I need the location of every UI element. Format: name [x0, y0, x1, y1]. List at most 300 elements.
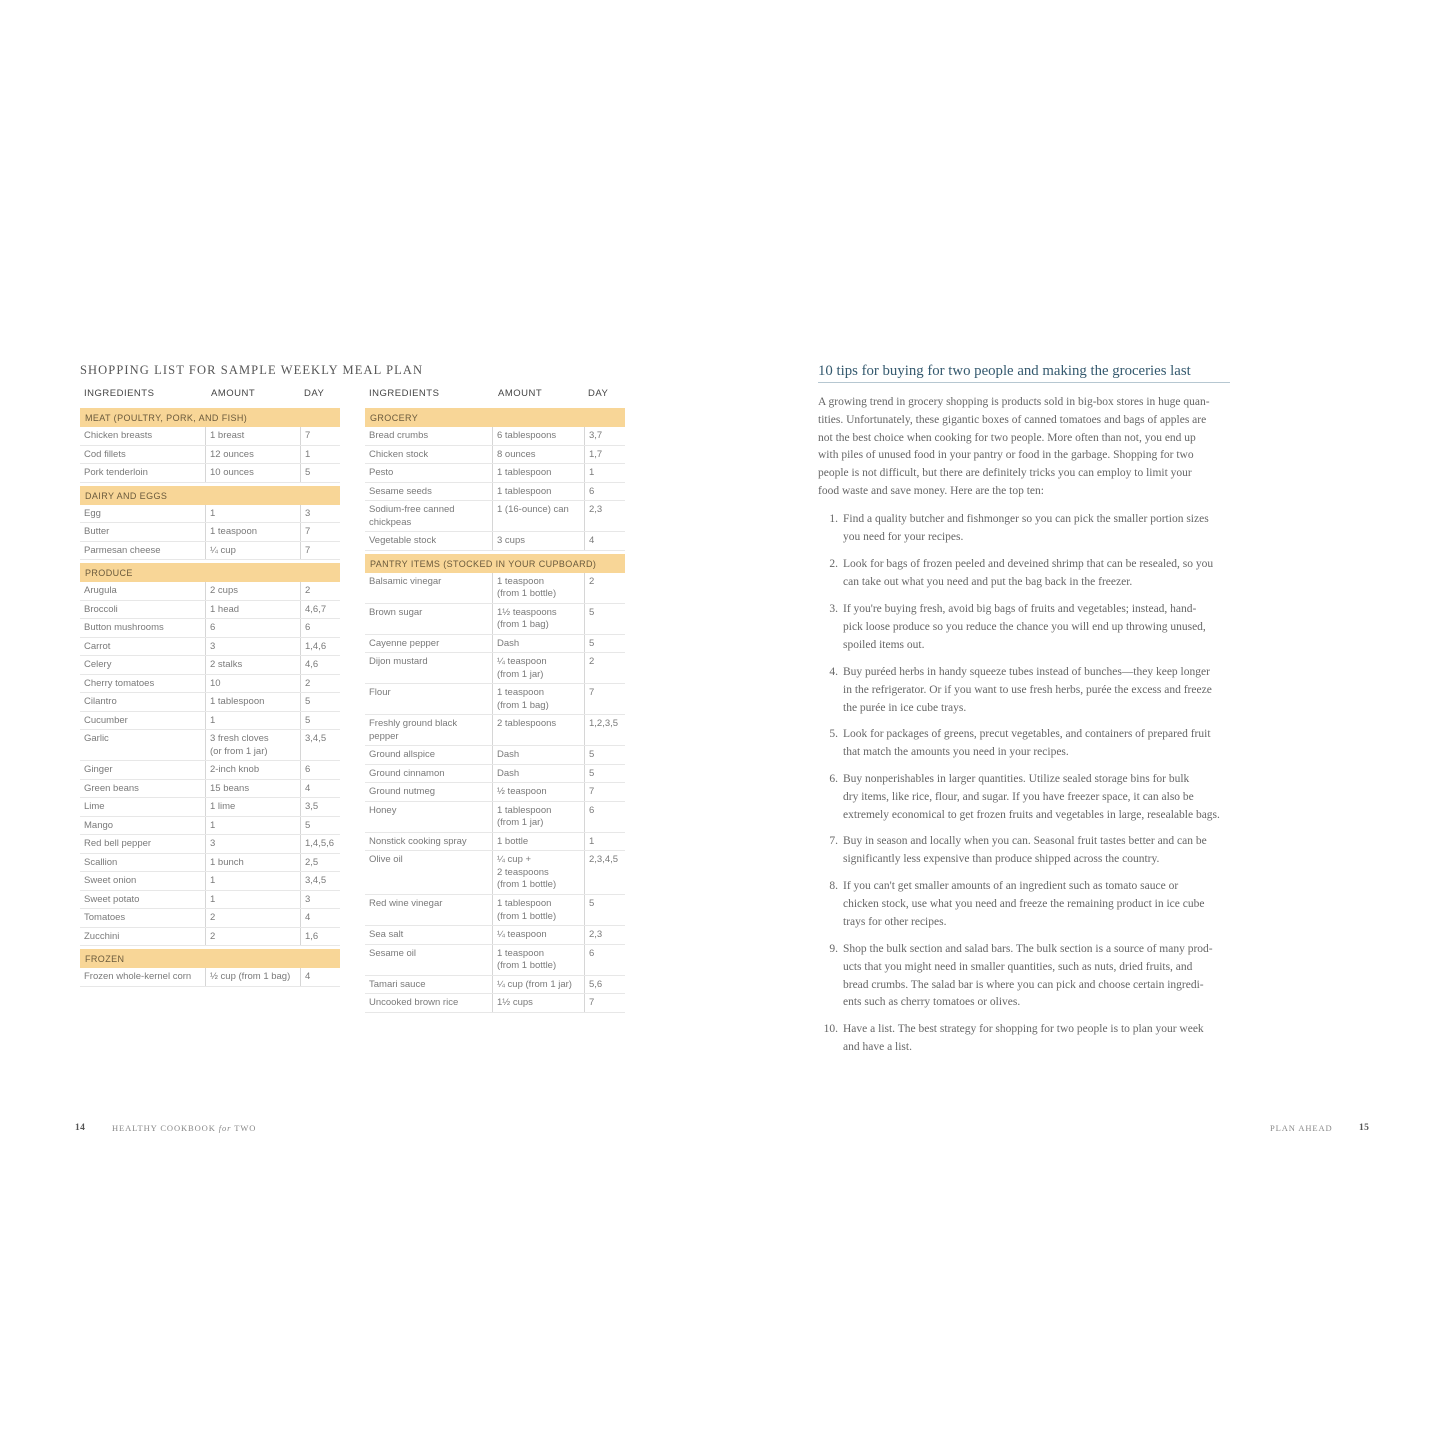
day-cell: 1,4,6	[300, 638, 340, 656]
cell-line: Ground cinnamon	[369, 767, 445, 779]
tip-text	[843, 511, 1209, 547]
table-row	[365, 765, 625, 784]
day-cell: 2,3	[584, 926, 625, 944]
table-row	[365, 501, 625, 532]
cell-line: Broccoli	[84, 603, 118, 615]
amount-cell	[205, 817, 300, 835]
day-cell: 2,3,4,5	[584, 851, 625, 894]
cell-line: Sweet potato	[84, 893, 140, 905]
tip-text	[843, 726, 1211, 762]
table-row	[80, 693, 340, 712]
cell-line: Butter	[84, 526, 110, 537]
cell-line: (from 1 bottle)	[497, 588, 557, 599]
tip-text	[843, 771, 1220, 824]
amount-cell	[205, 780, 300, 798]
cell-line: Carrot	[84, 640, 111, 652]
tip-line: pick loose produce so you reduce the chance you will end up throwing unused,	[843, 620, 1206, 633]
day-cell: 1,7	[584, 446, 625, 464]
day-cell: 7	[584, 994, 625, 1012]
table-row	[365, 976, 625, 995]
intro-line: people is not difficult, but there are definitely tricks you can employ to limit your	[818, 467, 1192, 480]
tip-line: spoiled items out.	[843, 638, 925, 651]
day-cell: 5	[300, 712, 340, 730]
tip-text	[843, 664, 1212, 717]
amount-cell	[205, 523, 300, 541]
amount-cell	[205, 909, 300, 927]
cell-line: Scallion	[84, 856, 118, 868]
day-cell: 7	[584, 684, 625, 714]
ingredient-cell	[365, 501, 492, 531]
header-day: DAY	[588, 388, 609, 399]
cell-line: Dash	[497, 767, 520, 779]
tip-line: ucts that you might need in smaller quantities, such as nuts, dried fruits, and	[843, 960, 1193, 973]
section-header: DAIRY AND EGGS	[80, 486, 340, 505]
shopping-table-left	[80, 388, 340, 987]
day-cell: 5	[584, 895, 625, 925]
cell-line: Zucchini	[84, 930, 120, 942]
cell-line: 2	[210, 912, 216, 923]
cell-line: Olive oil	[369, 854, 403, 865]
tip-line: ents such as cherry tomatoes or olives.	[843, 996, 1021, 1009]
day-cell: 2	[300, 582, 340, 600]
ingredient-cell	[365, 573, 492, 603]
table-row	[365, 783, 625, 802]
ingredient-cell	[365, 684, 492, 714]
cell-line: Button mushrooms	[84, 622, 164, 633]
cell-line: Chicken breasts	[84, 430, 153, 441]
table-row	[365, 446, 625, 465]
amount-cell	[492, 976, 584, 994]
amount-cell	[492, 895, 584, 925]
cell-line: Cilantro	[84, 696, 117, 707]
day-cell: 3	[300, 891, 340, 909]
amount-cell	[205, 446, 300, 464]
amount-cell	[492, 945, 584, 975]
intro-line: A growing trend in grocery shopping is products sold in big-box stores in huge quan-	[818, 396, 1210, 408]
tip-line: that match the amounts you need in your recipes.	[843, 745, 1069, 758]
amount-cell	[492, 746, 584, 764]
cell-line: 8 ounces	[497, 448, 536, 460]
intro-line: tities. Unfortunately, these gigantic boxes of canned tomatoes and bags of apples are	[818, 413, 1207, 426]
header-ingredients: INGREDIENTS	[369, 388, 440, 399]
cell-line: 1 bottle	[497, 835, 529, 847]
day-cell: 1	[584, 833, 625, 851]
table-row	[80, 817, 340, 836]
amount-cell	[205, 835, 300, 853]
day-cell: 4	[300, 780, 340, 798]
cell-line: 1	[210, 893, 216, 905]
table-row	[80, 798, 340, 817]
amount-cell	[205, 505, 300, 523]
section-header: PANTRY ITEMS (STOCKED IN YOUR CUPBOARD)	[365, 554, 625, 573]
amount-cell	[205, 891, 300, 909]
table-row	[365, 604, 625, 635]
amount-cell	[492, 464, 584, 482]
table-row	[80, 761, 340, 780]
tip-line: and have a list.	[843, 1040, 912, 1053]
day-cell: 4,6	[300, 656, 340, 674]
ingredient-cell	[365, 604, 492, 634]
header-ingredients: INGREDIENTS	[84, 388, 155, 399]
cell-line: ½ cup (from 1 bag)	[210, 971, 291, 982]
ingredient-cell	[365, 635, 492, 653]
table-row	[80, 712, 340, 731]
amount-cell	[492, 833, 584, 851]
ingredient-cell	[80, 761, 205, 779]
amount-cell	[205, 872, 300, 890]
cell-line: (or from 1 jar)	[210, 745, 268, 757]
ingredient-cell	[80, 446, 205, 464]
table-row	[80, 835, 340, 854]
amount-cell	[492, 715, 584, 745]
ingredient-cell	[80, 854, 205, 872]
cell-line: ¼ teaspoon	[497, 929, 547, 940]
cell-line: 1 head	[210, 603, 240, 615]
cell-line: Dash	[497, 749, 520, 760]
cell-line: Sesame seeds	[369, 485, 432, 497]
ingredient-cell	[365, 976, 492, 994]
cell-line: Red wine vinegar	[369, 898, 443, 909]
day-cell: 2,3	[584, 501, 625, 531]
cell-line: ¼ teaspoon	[497, 656, 547, 667]
intro-line: with piles of unused food in your pantry or food in the garbage. Shopping for two	[818, 449, 1194, 462]
tip-line: Look for bags of frozen peeled and deveined shrimp that can be resealed, so you	[843, 558, 1214, 570]
table-row	[80, 542, 340, 561]
cell-line: Tamari sauce	[369, 978, 426, 990]
cell-line: Ground nutmeg	[369, 786, 436, 797]
ingredient-cell	[80, 582, 205, 600]
tip-number: 8.	[829, 880, 838, 892]
day-cell: 6	[300, 619, 340, 637]
ingredient-cell	[365, 851, 492, 894]
cell-line: 1 lime	[210, 801, 236, 812]
ingredient-cell	[80, 730, 205, 760]
cell-line: ½ teaspoon	[497, 786, 547, 797]
cell-line: Mango	[84, 819, 114, 831]
running-title-right: PLAN AHEAD	[1270, 1123, 1333, 1133]
cell-line: 3	[210, 640, 216, 652]
cell-line: Sea salt	[369, 929, 404, 940]
day-cell: 1	[300, 446, 340, 464]
ingredient-cell	[80, 798, 205, 816]
tip-line: Have a list. The best strategy for shopping for two people is to plan your week	[843, 1023, 1204, 1035]
cell-line: 2 tablespoons	[497, 718, 557, 729]
ingredient-cell	[365, 895, 492, 925]
amount-cell	[205, 638, 300, 656]
intro-line: not the best choice when cooking for two people. More often than not, you end up	[818, 431, 1196, 444]
day-cell: 2	[584, 653, 625, 683]
amount-cell	[205, 854, 300, 872]
cell-line: 3 cups	[497, 535, 525, 546]
table-body	[80, 408, 340, 987]
day-cell: 6	[584, 945, 625, 975]
cell-line: (from 1 bottle)	[497, 879, 557, 890]
tip-text	[843, 601, 1206, 654]
tip-number: 5.	[829, 728, 838, 740]
day-cell: 5	[584, 765, 625, 783]
cell-line: pepper	[369, 730, 399, 742]
table-row	[80, 780, 340, 799]
table-row	[80, 656, 340, 675]
ingredient-cell	[365, 483, 492, 501]
cell-line: Green beans	[84, 782, 139, 794]
tip-line: If you can't get smaller amounts of an ingredient such as tomato sauce or	[843, 880, 1179, 892]
cell-line: 1 teaspoon	[497, 687, 545, 698]
day-cell: 5,6	[584, 976, 625, 994]
tip-line: in the refrigerator. Or if you want to use fresh herbs, purée the excess and freeze	[843, 683, 1212, 696]
cell-line: Ginger	[84, 764, 113, 775]
day-cell: 6	[584, 483, 625, 501]
amount-cell	[492, 802, 584, 832]
tip-line: Shop the bulk section and salad bars. The bulk section is a source of many prod-	[843, 943, 1213, 955]
running-title-left: HEALTHY COOKBOOK for TWO	[112, 1123, 257, 1133]
tip-number: 3.	[829, 603, 838, 615]
tip-line: you need for your recipes.	[843, 530, 964, 543]
ingredient-cell	[365, 945, 492, 975]
heading-rule	[818, 382, 1230, 383]
cell-line: Cayenne pepper	[369, 637, 440, 649]
day-cell: 5	[584, 635, 625, 653]
tip-text	[843, 941, 1213, 1012]
amount-cell	[492, 926, 584, 944]
cell-line: Freshly ground black	[369, 718, 458, 729]
ingredient-cell	[365, 446, 492, 464]
cell-line: ¼ cup (from 1 jar)	[497, 978, 572, 990]
cell-line: Tomatoes	[84, 912, 126, 923]
ingredient-cell	[80, 712, 205, 730]
day-cell: 3,4,5	[300, 872, 340, 890]
tip-line: Find a quality butcher and fishmonger so you can pick the smaller portion sizes	[843, 513, 1209, 525]
intro-paragraph	[818, 394, 1270, 501]
cell-line: 1 tablespoon	[497, 898, 552, 909]
day-cell: 4	[300, 968, 340, 986]
amount-cell	[492, 446, 584, 464]
table-row	[80, 427, 340, 446]
ingredient-cell	[365, 427, 492, 445]
table-row	[365, 926, 625, 945]
cell-line: 1 (16-ounce) can	[497, 504, 569, 515]
day-cell: 3,4,5	[300, 730, 340, 760]
cell-line: Pesto	[369, 467, 394, 478]
amount-cell	[205, 693, 300, 711]
cell-line: 1 teaspoon	[210, 526, 258, 537]
table-row	[365, 573, 625, 604]
table-body	[365, 408, 625, 1013]
table-row	[80, 523, 340, 542]
cell-line: Vegetable stock	[369, 535, 437, 546]
cell-line: 1 bunch	[210, 856, 244, 868]
amount-cell	[492, 653, 584, 683]
cell-line: Cucumber	[84, 714, 128, 726]
table-row	[80, 872, 340, 891]
cell-line: Sodium-free canned	[369, 504, 455, 515]
ingredient-cell	[80, 505, 205, 523]
ingredient-cell	[365, 926, 492, 944]
amount-cell	[205, 712, 300, 730]
tip-line: extremely economical to get frozen fruits and vegetables in large, resealable bags.	[843, 808, 1220, 821]
amount-cell	[492, 427, 584, 445]
cell-line: Uncooked brown rice	[369, 997, 459, 1008]
ingredient-cell	[365, 464, 492, 482]
ingredient-cell	[365, 746, 492, 764]
ingredient-cell	[80, 968, 205, 986]
cell-line: Pork tenderloin	[84, 467, 148, 478]
cell-line: (from 1 bottle)	[497, 910, 557, 922]
day-cell: 4	[584, 532, 625, 550]
cell-line: 1 tablespoon	[497, 467, 552, 478]
cell-line: 2 teaspoons	[497, 866, 549, 878]
cell-line: Bread crumbs	[369, 430, 429, 441]
day-cell: 7	[300, 523, 340, 541]
day-cell: 1,6	[300, 928, 340, 946]
section-header: FROZEN	[80, 949, 340, 968]
day-cell: 1	[584, 464, 625, 482]
cell-line: 3	[210, 838, 216, 849]
amount-cell	[205, 464, 300, 482]
amount-cell	[492, 483, 584, 501]
ingredient-cell	[80, 817, 205, 835]
cell-line: Chicken stock	[369, 448, 429, 460]
ingredient-cell	[365, 802, 492, 832]
ingredient-cell	[80, 464, 205, 482]
table-row	[80, 730, 340, 761]
cell-line: 3 fresh cloves	[210, 733, 269, 744]
day-cell: 3,5	[300, 798, 340, 816]
ingredient-cell	[80, 619, 205, 637]
cell-line: 2 cups	[210, 585, 238, 596]
cell-line: 1 teaspoon	[497, 575, 545, 587]
tip-number: 2.	[829, 558, 838, 570]
table-row	[365, 483, 625, 502]
amount-cell	[205, 582, 300, 600]
amount-cell	[492, 684, 584, 714]
amount-cell	[205, 928, 300, 946]
cell-line: (from 1 jar)	[497, 817, 544, 828]
amount-cell	[205, 619, 300, 637]
cell-line: (from 1 bottle)	[497, 960, 557, 971]
cell-line: Dash	[497, 637, 520, 649]
amount-cell	[492, 604, 584, 634]
cell-line: Cod fillets	[84, 448, 126, 460]
cell-line: 1 tablespoon	[210, 696, 265, 707]
tip-line: the purée in ice cube trays.	[843, 701, 967, 714]
table-row	[365, 994, 625, 1013]
day-cell: 7	[300, 542, 340, 560]
tip-line: chicken stock, use what you need and freeze the remaining product in ice cube	[843, 897, 1205, 910]
cell-line: Honey	[369, 804, 397, 816]
amount-cell	[492, 765, 584, 783]
amount-cell	[492, 994, 584, 1012]
table-row	[365, 635, 625, 654]
cell-line: (from 1 bag)	[497, 699, 549, 711]
cell-line: ¼ cup	[210, 544, 236, 556]
tip-number: 6.	[829, 773, 838, 785]
amount-cell	[205, 675, 300, 693]
ingredient-cell	[365, 765, 492, 783]
tips-heading: 10 tips for buying for two people and making the groceries last	[818, 363, 1191, 379]
section-header: MEAT (POULTRY, PORK, AND FISH)	[80, 408, 340, 427]
table-row	[80, 464, 340, 483]
day-cell: 5	[584, 746, 625, 764]
amount-cell	[205, 761, 300, 779]
cell-line: Egg	[84, 507, 101, 519]
cell-line: Ground allspice	[369, 749, 436, 760]
cell-line: 1 tablespoon	[497, 485, 552, 497]
cell-line: 1 breast	[210, 430, 245, 441]
tip-number: 10.	[823, 1023, 838, 1035]
day-cell: 5	[300, 693, 340, 711]
table-row	[80, 446, 340, 465]
cell-line: Cherry tomatoes	[84, 677, 155, 689]
table-row	[80, 928, 340, 947]
day-cell: 5	[300, 817, 340, 835]
cell-line: Garlic	[84, 733, 109, 744]
cell-line: (from 1 jar)	[497, 668, 544, 680]
ingredient-cell	[365, 783, 492, 801]
tip-line: significantly less expensive than produce shipped across the country.	[843, 852, 1160, 865]
table-header	[80, 388, 340, 405]
tip-line: trays for other recipes.	[843, 915, 947, 928]
amount-cell	[205, 601, 300, 619]
day-cell: 4,6,7	[300, 601, 340, 619]
ingredient-cell	[80, 656, 205, 674]
shopping-table-right	[365, 388, 625, 1013]
section-header: GROCERY	[365, 408, 625, 427]
cell-line: Arugula	[84, 585, 117, 596]
ingredient-cell	[365, 715, 492, 745]
tip-number: 7.	[829, 835, 838, 847]
cell-line: 2	[210, 930, 216, 942]
table-row	[80, 675, 340, 694]
table-row	[365, 427, 625, 446]
table-row	[365, 653, 625, 684]
tip-line: bread crumbs. The salad bar is where you can pick and choose certain ingredi-	[843, 978, 1204, 991]
day-cell: 1,4,5,6	[300, 835, 340, 853]
table-row	[80, 968, 340, 987]
table-row	[80, 638, 340, 657]
cell-line: chickpeas	[369, 516, 412, 528]
header-day: DAY	[304, 388, 325, 399]
day-cell: 5	[300, 464, 340, 482]
tip-line: Buy puréed herbs in handy squeeze tubes instead of bunches—they keep longer	[843, 666, 1210, 678]
shopping-list-title: SHOPPING LIST FOR SAMPLE WEEKLY MEAL PLAN	[80, 363, 424, 377]
cell-line: Red bell pepper	[84, 838, 152, 849]
tip-text	[843, 878, 1204, 931]
table-row	[80, 909, 340, 928]
table-row	[80, 582, 340, 601]
amount-cell	[492, 573, 584, 603]
table-row	[365, 945, 625, 976]
table-row	[80, 854, 340, 873]
amount-cell	[492, 532, 584, 550]
day-cell: 6	[584, 802, 625, 832]
day-cell: 2	[300, 675, 340, 693]
cell-line: Balsamic vinegar	[369, 575, 442, 587]
running-title-italic: for	[218, 1123, 232, 1133]
cell-line: 12 ounces	[210, 448, 254, 460]
ingredient-cell	[80, 909, 205, 927]
cell-line: 6 tablespoons	[497, 430, 557, 441]
cell-line: (from 1 bag)	[497, 619, 549, 630]
tip-number: 1.	[829, 513, 838, 525]
tip-line: If you're buying fresh, avoid big bags of fruits and vegetables; instead, hand-	[843, 603, 1197, 615]
table-row	[365, 532, 625, 551]
day-cell: 4	[300, 909, 340, 927]
cell-line: 10 ounces	[210, 467, 254, 478]
cell-line: 1	[210, 819, 216, 831]
cell-line: 1½ teaspoons	[497, 606, 557, 618]
amount-cell	[205, 798, 300, 816]
